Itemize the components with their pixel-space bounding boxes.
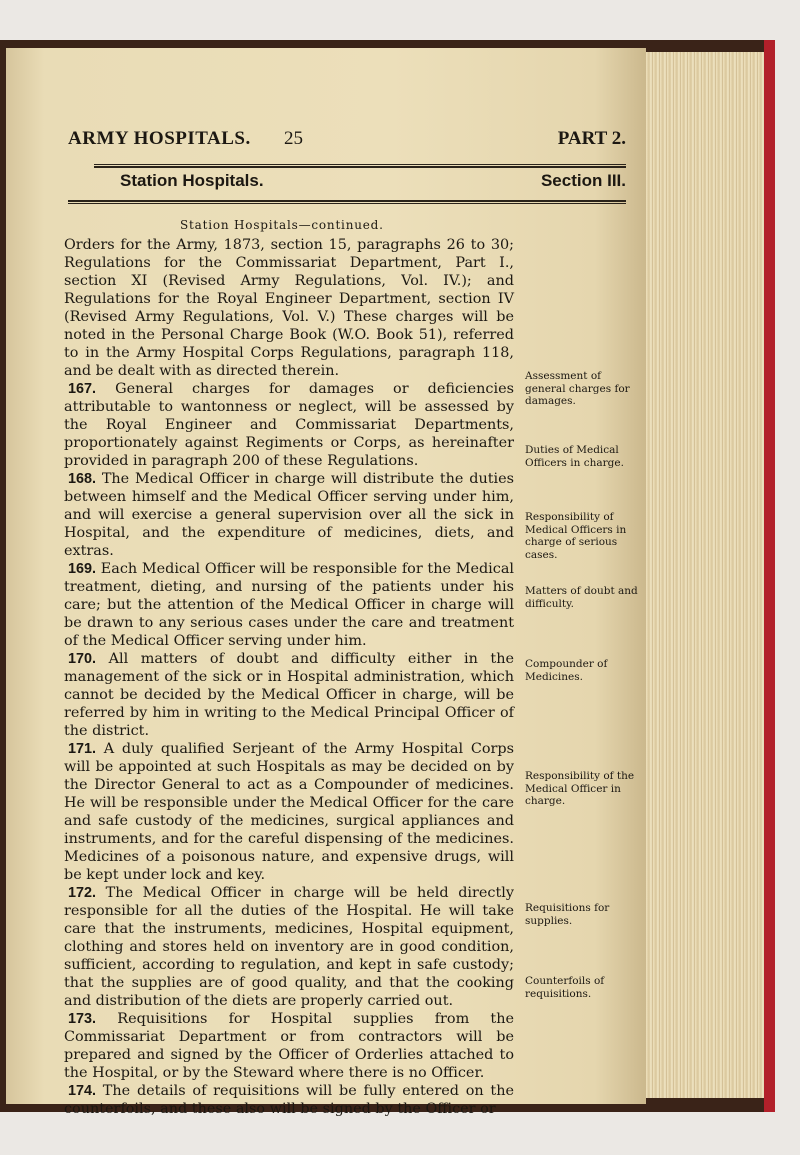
- section-header: [120, 171, 626, 195]
- continuation-heading: Station Hospitals—continued.: [180, 218, 384, 232]
- paragraph-173: [64, 1010, 514, 1082]
- running-header: [68, 128, 626, 152]
- header-rule-thin: [94, 164, 626, 165]
- margin-note: Compounder of Medicines.: [525, 658, 608, 683]
- header-rule-thick: [94, 166, 626, 168]
- paragraph-text: The Medical Officer in charge will be held directly responsible for all the duties of the Hospital. He will take care that the instruments, medicines, Hospital equipment, clothing and stores held on inventory are in good condition, sufficient, according to regulation, and kept in safe custody; that the supplies are of good quality, and that the cooking and distribution of the diets are properly carried out.: [64, 885, 514, 1009]
- paragraph-number: 168.: [68, 471, 97, 487]
- margin-note: Matters of doubt and difficulty.: [525, 585, 638, 610]
- body-text: [64, 236, 514, 1118]
- margin-note: Responsibility of the Medical Officer in charge.: [525, 770, 635, 807]
- header-part: PART 2.: [557, 128, 626, 149]
- paragraph-171: [64, 740, 514, 884]
- margin-note: Duties of Medical Officers in charge.: [525, 444, 624, 469]
- book-cover: [764, 40, 775, 1112]
- section-number: Section III.: [540, 171, 626, 190]
- paragraph-text: Orders for the Army, 1873, section 15, paragraphs 26 to 30; Regulations for the Commissariat Department, Part I., section XI (Revised Army Regulations, Vol. IV.); and Regulations for the Royal Engineer Department, section IV (Revised Army Regulations, Vol. V.) These charges will be noted in the Personal Charge Book (W.O. Book 51), referred to in the Army Hospital Corps Regulations, paragraph 118, and be dealt with as directed therein.: [64, 237, 514, 379]
- paragraph-text: Each Medical Officer will be responsible for the Medical treatment, dieting, and nursing of the patients under his care; but the attention of the Medical Officer in charge will be drawn to any serious cases under the care and treatment of the Medical Officer serving under him.: [64, 561, 515, 649]
- margin-note: Assessment of general charges for damages.: [525, 370, 630, 407]
- page-number: 25: [284, 128, 303, 149]
- paragraph-text: General charges for damages or deficiencies attributable to wantonness or neglect, will be assessed by the Royal Engineer and Commissariat Departments, proportionately against Regiments or Corps, as hereinafter provided in paragraph 200 of these Regulations.: [64, 381, 514, 469]
- section-title: Station Hospitals.: [120, 171, 264, 190]
- paragraph-number: 172.: [68, 885, 97, 901]
- page-edges: [646, 52, 764, 1098]
- paragraph-number: 173.: [68, 1011, 97, 1027]
- paragraph-number: 170.: [68, 651, 97, 667]
- section-rule-thin: [68, 203, 626, 204]
- section-rule-thick: [68, 200, 626, 202]
- margin-note: Requisitions for supplies.: [525, 902, 610, 927]
- paragraph: [64, 236, 514, 380]
- paragraph-text: A duly qualified Serjeant of the Army Hospital Corps will be appointed at such Hospitals as may be decided on by the Director General to act as a Compounder of medicines. He will be responsible under the Medical Officer for the care and safe custody of the medicines, surgical appliances and instruments, and for the careful dispensing of the medicines. Medicines of a poisonous nature, and expensive drugs, will be kept under lock and key.: [64, 741, 514, 883]
- margin-note: Counterfoils of requisitions.: [525, 975, 605, 1000]
- paragraph-number: 171.: [68, 741, 97, 757]
- margin-note: Responsibility of Medical Officers in charge of serious cases.: [525, 511, 627, 561]
- paragraph-text: Requisitions for Hospital supplies from the Commissariat Department or from contractors will be prepared and signed by the Officer of Orderlies attached to the Hospital, or by the Steward where there is no Officer.: [64, 1011, 515, 1081]
- paragraph-text: The details of requisitions will be fully entered on the counterfoils, and these also will be signed by the Officer or: [64, 1083, 514, 1117]
- paragraph-text: All matters of doubt and difficulty either in the management of the sick or in Hospital administration, which cannot be decided by the Medical Officer in charge, will be referred by him in writing to the Medical Principal Officer of the district.: [64, 651, 514, 739]
- paragraph-167: [64, 380, 514, 470]
- header-title: ARMY HOSPITALS.: [68, 128, 251, 149]
- paragraph-number: 174.: [68, 1083, 97, 1099]
- paragraph-number: 169.: [68, 561, 97, 577]
- paragraph-174: [64, 1082, 514, 1118]
- paragraph-169: [64, 560, 514, 650]
- paragraph-168: [64, 470, 514, 560]
- paragraph-170: [64, 650, 514, 740]
- paragraph-172: [64, 884, 514, 1010]
- paragraph-number: 167.: [68, 381, 97, 397]
- paragraph-text: The Medical Officer in charge will distribute the duties between himself and the Medical Officer serving under him, and will exercise a general supervision over all the sick in Hospital, and the expenditure of medicines, diets, and extras.: [64, 471, 515, 559]
